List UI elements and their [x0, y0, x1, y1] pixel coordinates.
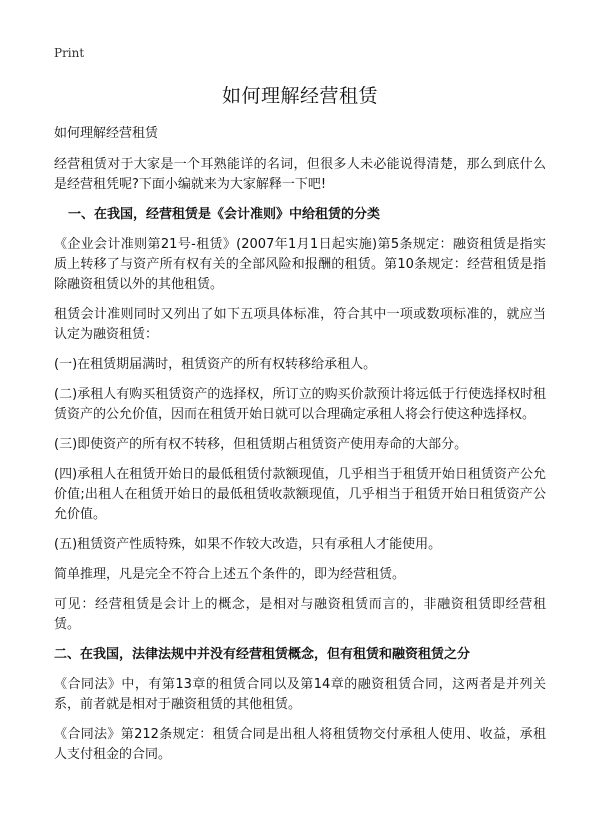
criteria-item-5: (五)租赁资产性质特殊，如果不作较大改造，只有承租人才能使用。 [54, 537, 442, 552]
intro-paragraph: 经营租赁对于大家是一个耳熟能详的名词，但很多人未必能说得清楚，那么到底什么是经营租凭呢?下面小编就来为大家解释一下吧! [54, 157, 546, 192]
paragraph-inference: 简单推理，凡是完全不符合上述五个条件的，即为经营租赁。 [54, 567, 406, 582]
criteria-item-1: (一)在租赁期届满时，租赁资产的所有权转移给承租人。 [54, 357, 377, 372]
paragraph-five-criteria: 租赁会计准则同时又列出了如下五项具体标准，符合其中一项或数项标准的，就应当认定为融资租赁： [54, 307, 546, 342]
paragraph-article-212: 《合同法》第212条规定：租赁合同是出租人将租赁物交付承租人使用、收益，承租人支付租金的合同。 [54, 727, 546, 762]
page-title: 如何理解经营租赁 [221, 85, 378, 107]
paragraph-contract-law: 《合同法》中，有第13章的租赁合同以及第14章的融资租赁合同，这两者是并列关系，前者就是相对于融资租赁的其他租赁。 [54, 677, 546, 712]
section-heading-2: 二、在我国，法律法规中并没有经营租赁概念，但有租赁和融资租赁之分 [54, 647, 471, 662]
criteria-item-3: (三)即使资产的所有权不转移，但租赁期占租赁资产使用寿命的大部分。 [54, 437, 468, 452]
print-link[interactable]: Print [54, 46, 85, 60]
paragraph-accounting-standard: 《企业会计准则第21号-租赁》(2007年1月1日起实施)第5条规定：融资租赁是指实质上转移了与资产所有权有关的全部风险和报酬的租赁。第10条规定：经营租赁是指除融资租赁以外的其他租赁。 [54, 237, 546, 292]
section-heading-1: 一、在我国，经营租赁是《会计准则》中给租赁的分类 [68, 207, 381, 222]
intro-label: 如何理解经营租赁 [54, 126, 159, 141]
criteria-item-2: (二)承租人有购买租赁资产的选择权，所订立的购买价款预计将远低于行使选择权时租赁资产的公允价值，因而在租赁开始日就可以合理确定承租人将会行使这种选择权。 [54, 387, 546, 422]
criteria-item-4: (四)承租人在租赁开始日的最低租赁付款额现值，几乎相当于租赁开始日租赁资产公允价值;出租人在租赁开始日的最低租赁收款额现值，几乎相当于租赁开始日租赁资产公允价值。 [54, 467, 546, 522]
paragraph-conclusion: 可见：经营租赁是会计上的概念，是相对与融资租赁而言的，非融资租赁即经营租赁。 [54, 597, 546, 632]
